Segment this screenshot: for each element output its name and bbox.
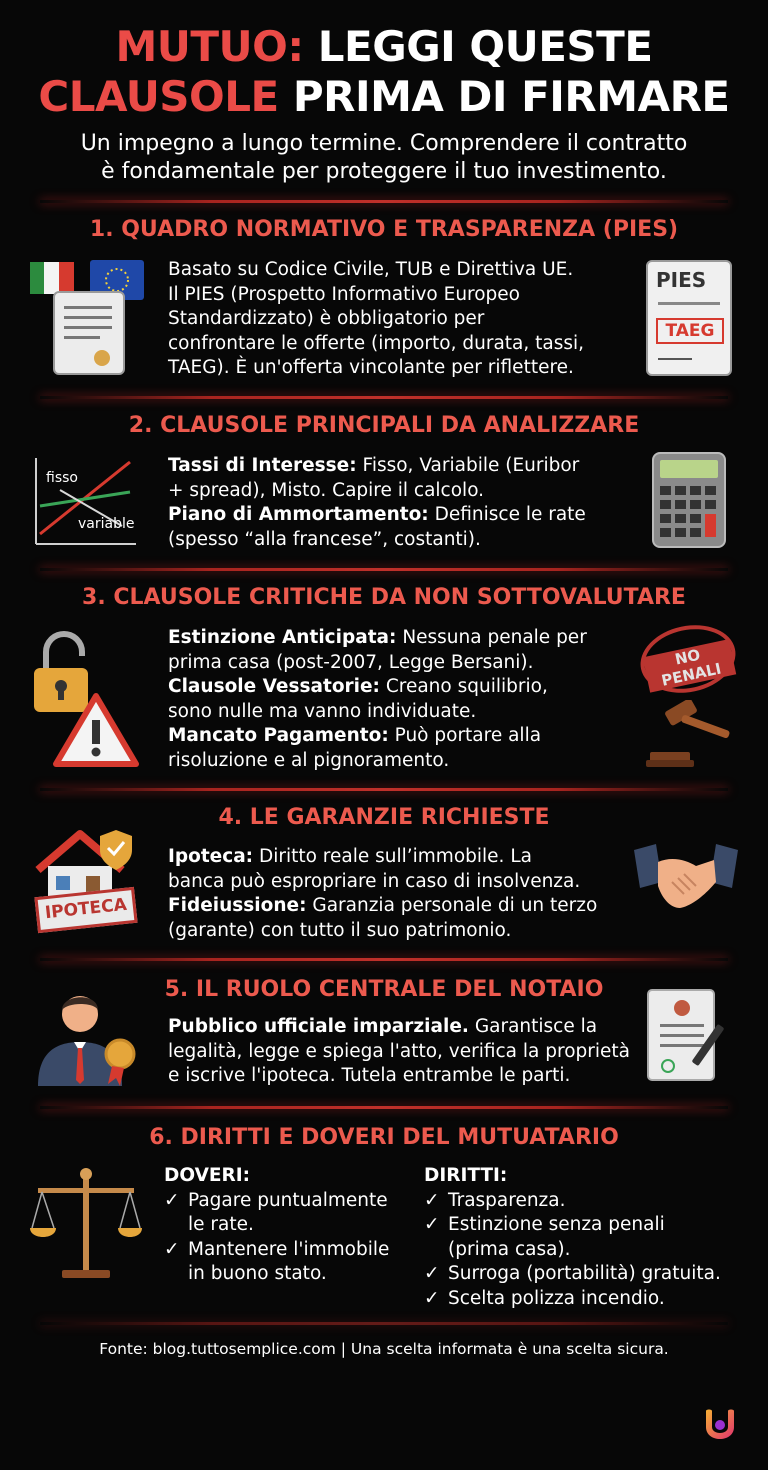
s4-text-1a: Diritto reale sull’immobile. La (258, 846, 532, 867)
s5-line-3: e iscrive l'ipoteca. Tutela entrambe le parti. (168, 1065, 571, 1086)
doveri-column (164, 1164, 414, 1287)
s3-text-1b: prima casa (post-2007, Legge Bersani). (168, 651, 534, 673)
padlock-warning-icon (30, 626, 140, 768)
divider (40, 1322, 728, 1325)
divider (40, 958, 728, 961)
document-flags-icon (28, 258, 156, 380)
doc-line (658, 302, 720, 305)
calculator-icon (652, 452, 726, 548)
dovere-2 (164, 1238, 414, 1287)
taeg-label: TAEG (656, 318, 724, 344)
divider (40, 200, 728, 203)
s5-bold: Pubblico ufficiale imparziale. (168, 1016, 469, 1037)
check-icon: ✓ (424, 1214, 440, 1235)
s4-item-2-line-1 (168, 894, 597, 919)
footer-source: Fonte: blog.tuttosemplice.com | Una scelta informata è una scelta sicura. (99, 1340, 669, 1358)
dovere-2-a: Mantenere l'immobile (188, 1238, 390, 1260)
brand-logo-icon (700, 1405, 740, 1445)
diritto-3-a: Surroga (portabilità) gratuita. (448, 1263, 721, 1284)
diritto-1 (424, 1189, 754, 1214)
s3-text-3a: Può portare alla (394, 725, 542, 746)
chart-label-fisso: fisso (46, 470, 78, 486)
s1-line-2-text: Il PIES (Prospetto Informativo Europeo (168, 283, 521, 305)
dovere-1 (164, 1189, 414, 1238)
pies-label: PIES (656, 268, 707, 292)
s3-text-2a: Creano squilibrio, (385, 676, 548, 697)
title-red-2: CLAUSOLE (38, 72, 279, 121)
section-3-body (168, 626, 587, 773)
subtitle-line-2: è fondamentale per proteggere il tuo investimento. (101, 159, 667, 184)
section-2-title: 2. CLAUSOLE PRINCIPALI DA ANALIZZARE (128, 413, 640, 438)
diritti-title: DIRITTI: (424, 1165, 508, 1186)
diritto-4-a: Scelta polizza incendio. (448, 1287, 665, 1309)
chart-label-variable: variable (78, 516, 135, 532)
diritto-2 (424, 1213, 754, 1262)
s2-term-2: Piano di Ammortamento: (168, 504, 429, 525)
diritto-2-a: Estinzione senza penali (448, 1214, 665, 1235)
s1-line-5: TAEG). È un'offerta vincolante per riflettere. (168, 357, 574, 378)
s1-line-3: Standardizzato) è obbligatorio per (168, 308, 485, 329)
page-title (0, 22, 768, 122)
page-subtitle (0, 130, 768, 186)
title-white-2: PRIMA DI FIRMARE (292, 72, 730, 121)
check-icon: ✓ (424, 1287, 440, 1309)
title-red-1: MUTUO: (115, 22, 304, 71)
ipoteca-label: IPOTECA (44, 894, 128, 924)
section-4-body (168, 845, 597, 943)
dovere-1-a: Pagare puntualmente (188, 1189, 388, 1211)
section-1-title: 1. QUADRO NORMATIVO E TRASPARENZA (PIES) (89, 217, 679, 242)
s2-text-2b: (spesso “alla francese”, costanti). (168, 528, 481, 550)
section-1-body (168, 258, 584, 381)
s3-item-2-line-1 (168, 675, 587, 700)
section-4-title: 4. LE GARANZIE RICHIESTE (218, 805, 550, 830)
s5-line-1 (168, 1015, 630, 1040)
diritto-2-b: (prima casa). (448, 1238, 571, 1260)
gavel-icon (642, 700, 738, 770)
divider (40, 568, 728, 571)
s4-item-1-line-1 (168, 845, 597, 870)
title-white-1: LEGGI QUESTE (317, 22, 653, 71)
pies-document-icon (646, 260, 732, 376)
diritti-column (424, 1164, 754, 1311)
diritto-3 (424, 1262, 754, 1287)
section-3-title: 3. CLAUSOLE CRITICHE DA NON SOTTOVALUTARE (82, 585, 686, 610)
signature-line (658, 358, 692, 360)
section-5-body (168, 1015, 630, 1089)
diritto-1-a: Trasparenza. (448, 1189, 566, 1211)
no-penali-stamp-icon (634, 617, 742, 702)
s2-text-2a: Definisce le rate (434, 504, 586, 525)
s2-item-2-line-1 (168, 503, 586, 528)
handshake-icon (632, 842, 740, 914)
s3-text-3b: risoluzione e al pignoramento. (168, 749, 450, 771)
s3-item-3-line-1 (168, 724, 587, 749)
diritto-4 (424, 1287, 754, 1312)
s3-term-3: Mancato Pagamento: (168, 725, 389, 746)
section-5-title: 5. IL RUOLO CENTRALE DEL NOTAIO (164, 977, 604, 1002)
s2-text-1a: Fisso, Variabile (Euribor (362, 455, 580, 476)
s3-term-2: Clausole Vessatorie: (168, 676, 380, 697)
s4-text-2a: Garanzia personale di un terzo (312, 895, 598, 916)
s3-term-1: Estinzione Anticipata: (168, 627, 397, 648)
s1-line-1: Basato su Codice Civile, TUB e Direttiva UE. (168, 259, 574, 280)
s4-term-1: Ipoteca: (168, 846, 254, 867)
check-icon: ✓ (424, 1263, 440, 1284)
divider (40, 788, 728, 791)
s1-line-4: confrontare le offerte (importo, durata, tassi, (168, 332, 585, 354)
rate-chart-icon (30, 454, 140, 550)
check-icon: ✓ (164, 1189, 180, 1211)
s1-line-2 (168, 283, 584, 308)
s5-line-2: legalità, legge e spiega l'atto, verifica la proprietà (168, 1040, 630, 1062)
s4-text-2b: (garante) con tutto il suo patrimonio. (168, 919, 512, 941)
section-6-title: 6. DIRITTI E DOVERI DEL MUTUATARIO (149, 1125, 619, 1150)
check-icon: ✓ (164, 1238, 180, 1260)
dovere-2-b: in buono stato. (188, 1263, 327, 1284)
stamp-text: NO PENALI (643, 639, 737, 693)
divider (40, 1106, 728, 1109)
s4-text-1b: banca può espropriare in caso di insolvenza. (168, 870, 581, 892)
divider (40, 396, 728, 399)
doveri-title: DOVERI: (164, 1165, 251, 1186)
s3-item-1-line-1 (168, 626, 587, 651)
s2-term-1: Tassi di Interesse: (168, 455, 357, 476)
s2-text-1b: + spread), Misto. Capire il calcolo. (168, 479, 485, 501)
contract-pen-icon (644, 986, 740, 1086)
s5-line-1-rest: Garantisce la (474, 1016, 598, 1037)
check-icon: ✓ (424, 1189, 440, 1211)
dovere-1-b: le rate. (188, 1214, 254, 1235)
notary-icon (34, 984, 142, 1088)
s3-text-2b: sono nulle ma vanno individuate. (168, 700, 477, 722)
s2-item-1-line-1 (168, 454, 586, 479)
scales-icon (28, 1166, 144, 1286)
s3-text-1a: Nessuna penale per (402, 627, 587, 648)
subtitle-line-1: Un impegno a lungo termine. Comprendere il contratto (80, 131, 688, 156)
s4-term-2: Fideiussione: (168, 895, 307, 916)
section-2-body (168, 454, 586, 552)
